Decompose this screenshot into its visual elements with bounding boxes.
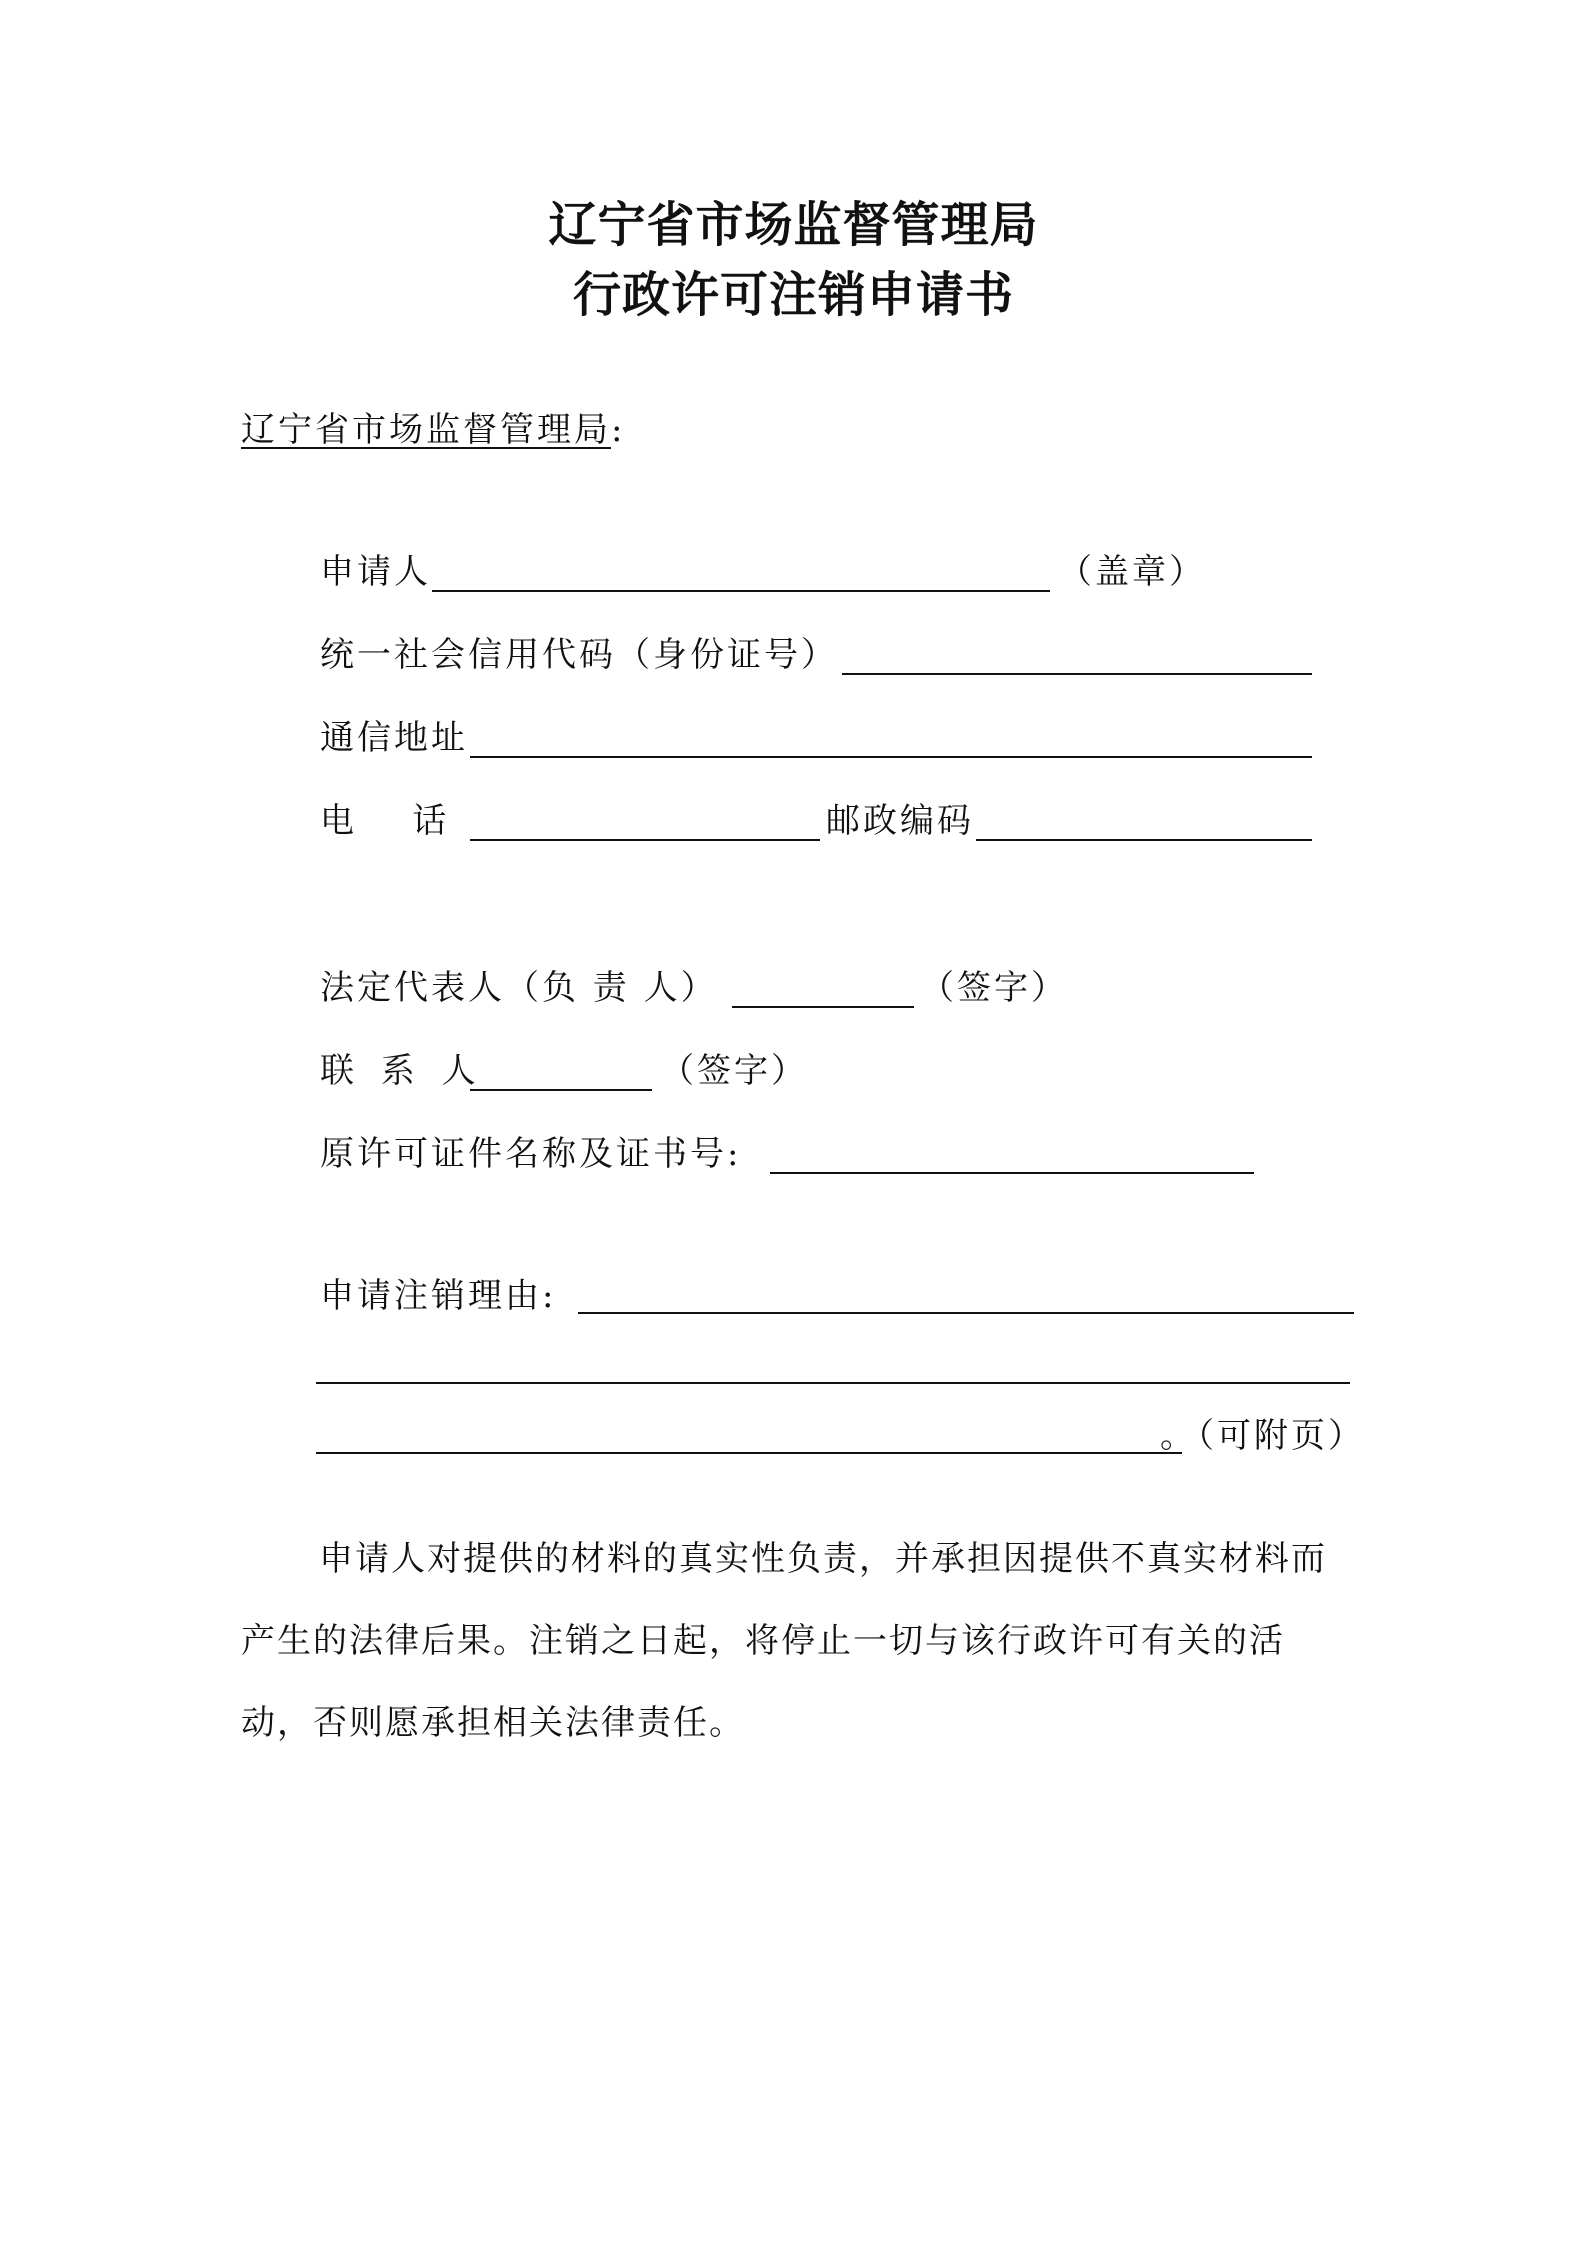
postcode-field[interactable] [976,839,1312,841]
document-title-line1: 辽宁省市场监督管理局 [548,197,1039,253]
declaration-paragraph [241,1518,1351,1764]
contact-field[interactable] [470,1089,652,1091]
contact-sign-note: （签字） [660,1051,808,1091]
address-label: 通信地址 [320,718,468,758]
declaration-text: 申请人对提供的材料的真实性负责，并承担因提供不真实材料而产生的法律后果。注销之日起，将停止一切与该行政许可有关的活动，否则愿承担相关法律责任。 [241,1539,1327,1743]
phone-field[interactable] [470,839,820,841]
postcode-label: 邮政编码 [826,801,974,841]
address-field[interactable] [470,756,1312,758]
reason-attachment-note: 。（可附页） [1160,1416,1365,1456]
reason-field-line3[interactable] [316,1452,1182,1454]
contact-label: 联 系 人 [320,1051,484,1091]
applicant-label: 申请人 [320,552,431,592]
credit-code-field[interactable] [842,673,1312,675]
applicant-seal-note: （盖章） [1058,552,1206,592]
addressee [241,408,625,452]
reason-label: 申请注销理由: [320,1276,557,1316]
license-label: 原许可证件名称及证书号: [320,1134,742,1174]
legal-rep-field[interactable] [732,1006,914,1008]
reason-field-line1[interactable] [578,1312,1354,1314]
phone-label: 电 话 [320,801,450,841]
legal-rep-sign-note: （签字） [920,968,1068,1008]
license-field[interactable] [770,1172,1254,1174]
applicant-field[interactable] [432,590,1050,592]
reason-field-line2[interactable] [316,1382,1350,1384]
addressee-colon: : [611,410,626,450]
legal-rep-label: 法定代表人（负 责 人） [320,968,718,1008]
credit-code-label: 统一社会信用代码（身份证号） [320,635,838,675]
addressee-name: 辽宁省市场监督管理局 [241,410,611,450]
document-title-line2: 行政许可注销申请书 [572,267,1014,323]
